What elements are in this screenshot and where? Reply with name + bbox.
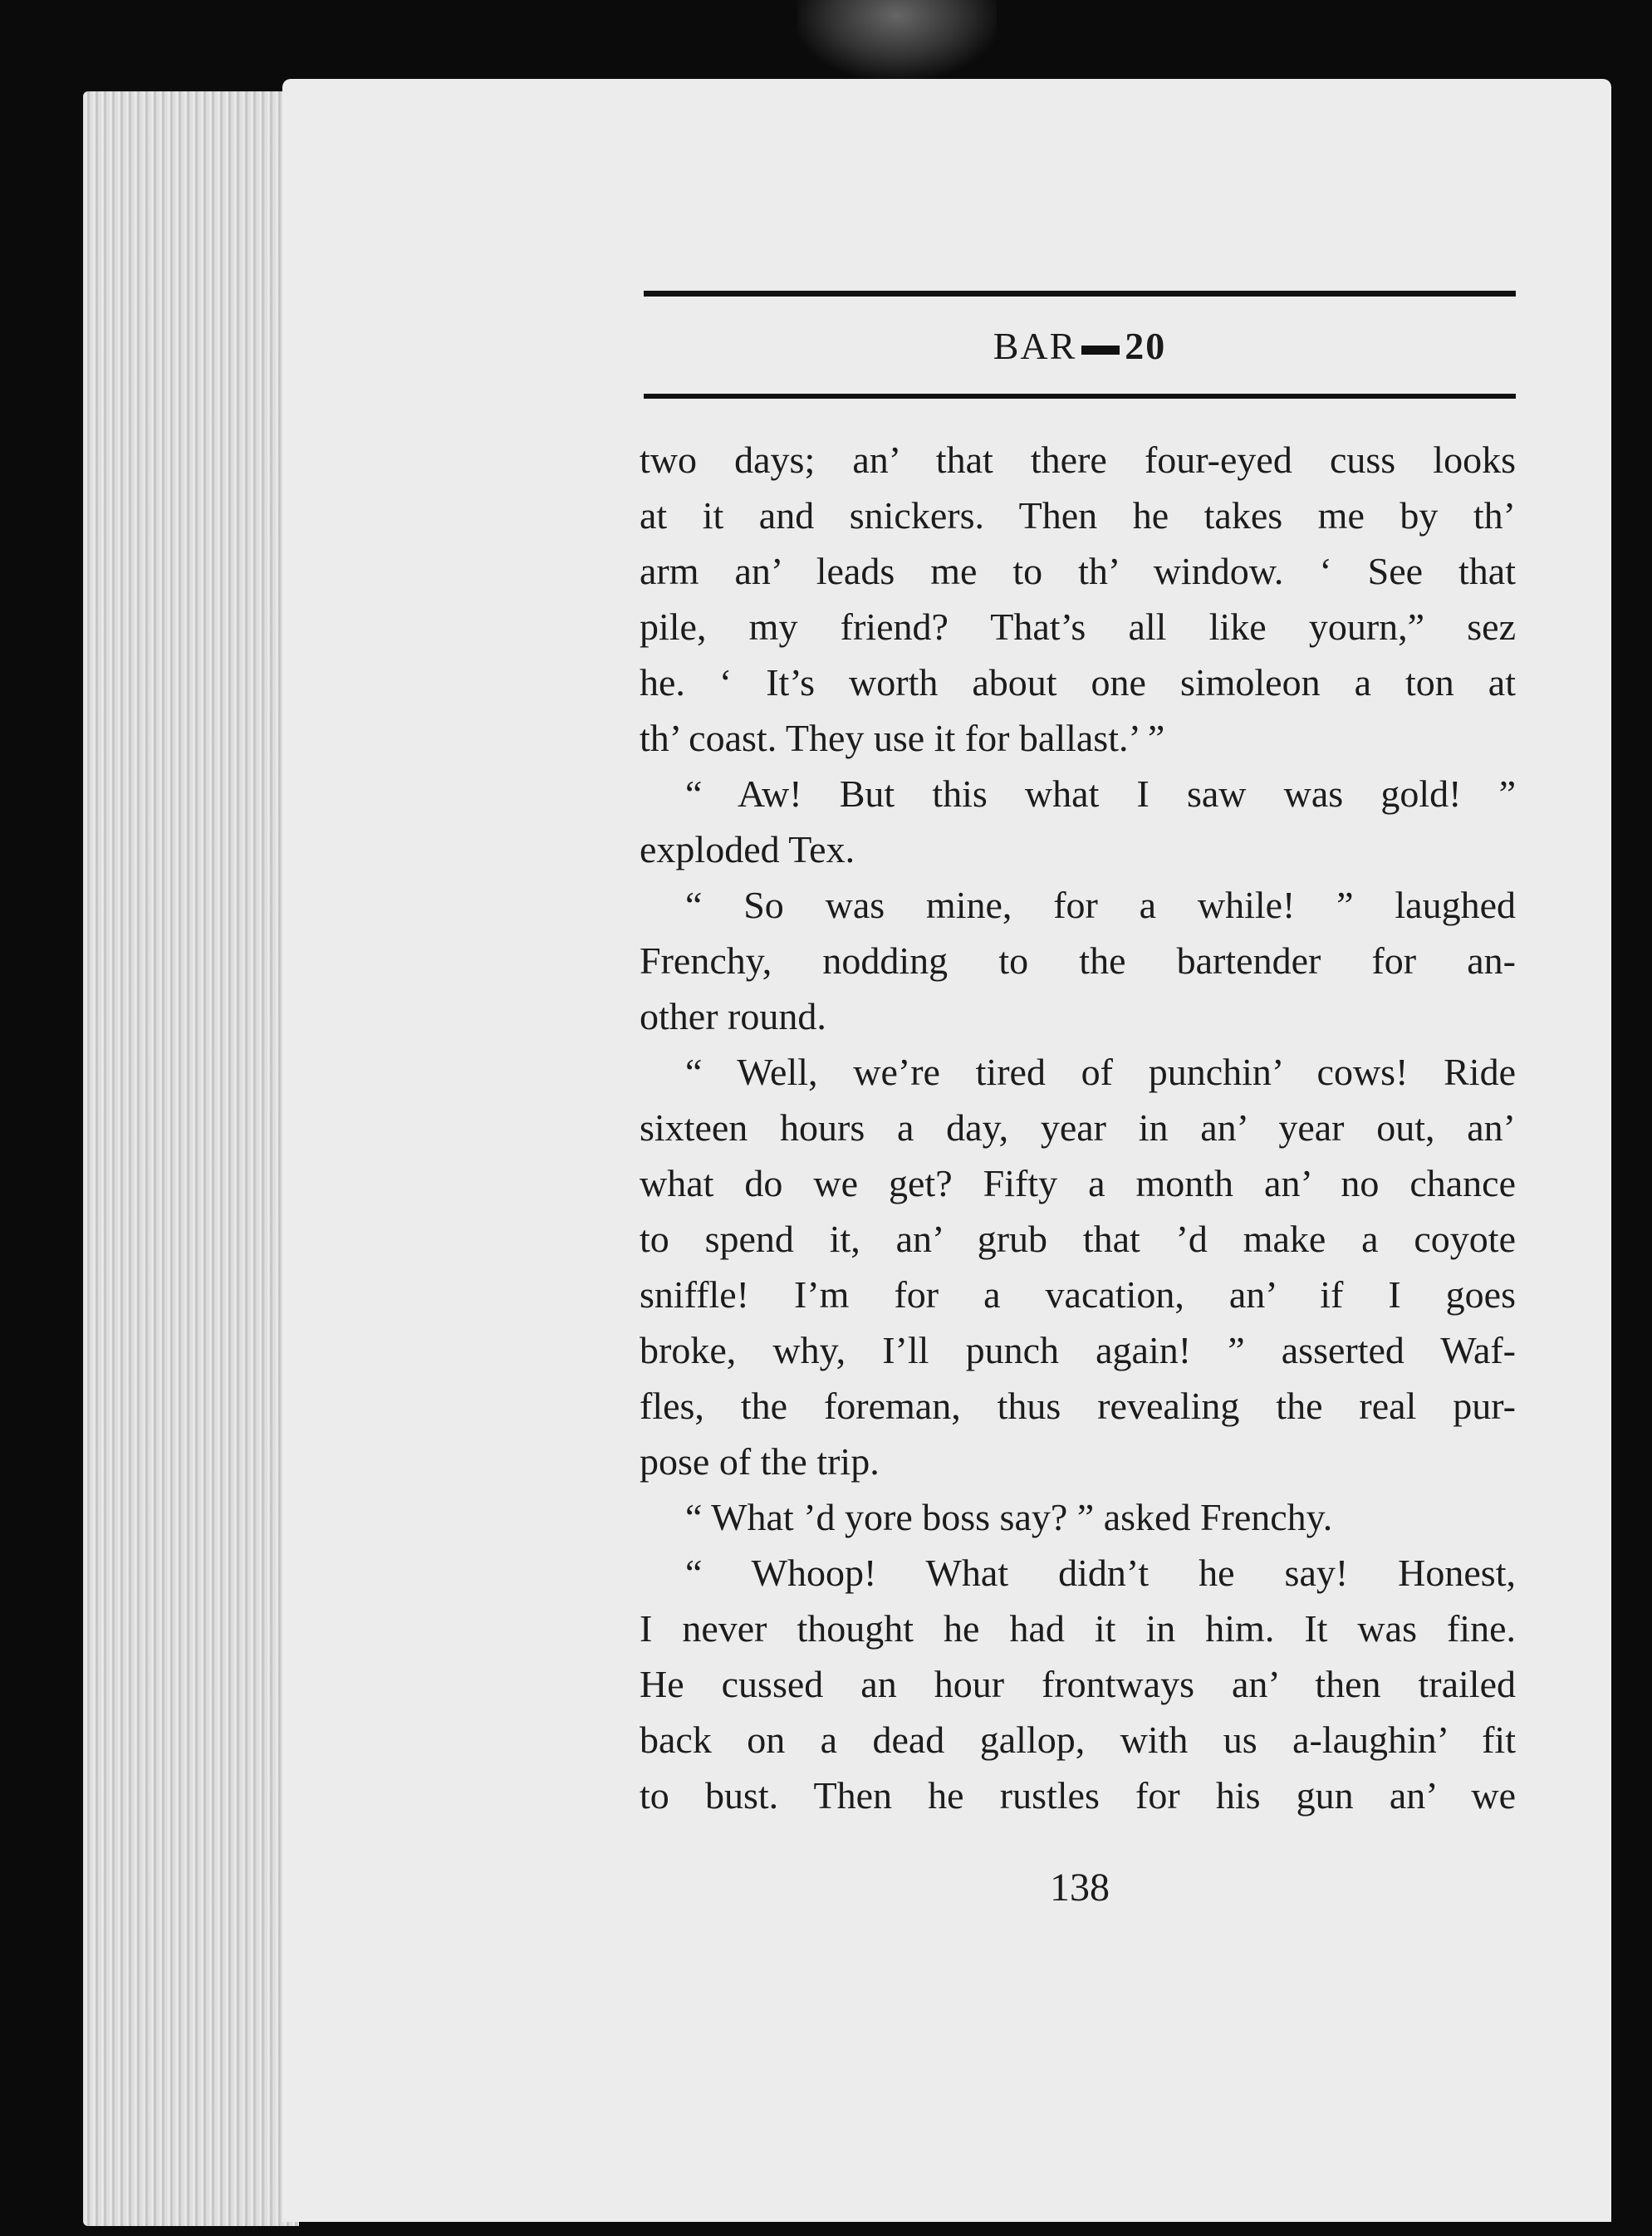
thumb-shadow	[797, 0, 997, 79]
header-title: BAR	[993, 325, 1077, 367]
text-line: “ Well, we’re tired of punchin’ cows! Ride	[685, 1051, 1516, 1093]
text-line: He cussed an hour frontways an’ then trailed	[640, 1663, 1516, 1705]
text-line: two days; an’ that there four-eyed cuss looks	[640, 439, 1516, 481]
text-line: other round.	[640, 995, 826, 1037]
text-line: “ Whoop! What didn’t he say! Honest,	[685, 1552, 1516, 1594]
text-line: to spend it, an’ grub that ’d make a coyote	[640, 1218, 1516, 1260]
header-rule-top	[644, 291, 1516, 297]
text-line: I never thought he had it in him. It was fine.	[640, 1607, 1516, 1650]
page-edges	[83, 91, 299, 2226]
text-line: Frenchy, nodding to the bartender for an-	[640, 939, 1516, 982]
page-number: 138	[1050, 1866, 1110, 1910]
body-text	[640, 432, 1516, 1823]
text-line: back on a dead gallop, with us a-laughin’ fit	[640, 1719, 1516, 1761]
header-number: 20	[1125, 325, 1167, 367]
text-line: “ Aw! But this what I saw was gold! ”	[685, 772, 1516, 815]
text-line: fles, the foreman, thus revealing the real pur-	[640, 1385, 1516, 1427]
text-line: “ So was mine, for a while! ” laughed	[685, 884, 1516, 926]
text-line: pile, my friend? That’s all like yourn,” sez	[640, 606, 1516, 648]
text-line: sixteen hours a day, year in an’ year out, an’	[640, 1106, 1516, 1149]
text-line: at it and snickers. Then he takes me by th’	[640, 494, 1516, 537]
text-line: broke, why, I’ll punch again! ” asserted Waf-	[640, 1329, 1516, 1371]
text-line: to bust. Then he rustles for his gun an’ we	[640, 1774, 1516, 1817]
text-line: what do we get? Fifty a month an’ no chance	[640, 1162, 1516, 1204]
header-rule-bottom	[644, 394, 1516, 399]
text-line: th’ coast. They use it for ballast.’ ”	[640, 717, 1165, 759]
text-line: sniffle! I’m for a vacation, an’ if I goes	[640, 1273, 1516, 1316]
text-line: he. ‘ It’s worth about one simoleon a ton at	[640, 661, 1516, 704]
text-line: “ What ’d yore boss say? ” asked Frenchy.	[685, 1496, 1333, 1538]
text-line: pose of the trip.	[640, 1440, 880, 1483]
text-line: arm an’ leads me to th’ window. ‘ See that	[640, 550, 1516, 592]
text-line: exploded Tex.	[640, 828, 855, 870]
header-dash	[1081, 346, 1120, 355]
running-header	[644, 324, 1516, 368]
